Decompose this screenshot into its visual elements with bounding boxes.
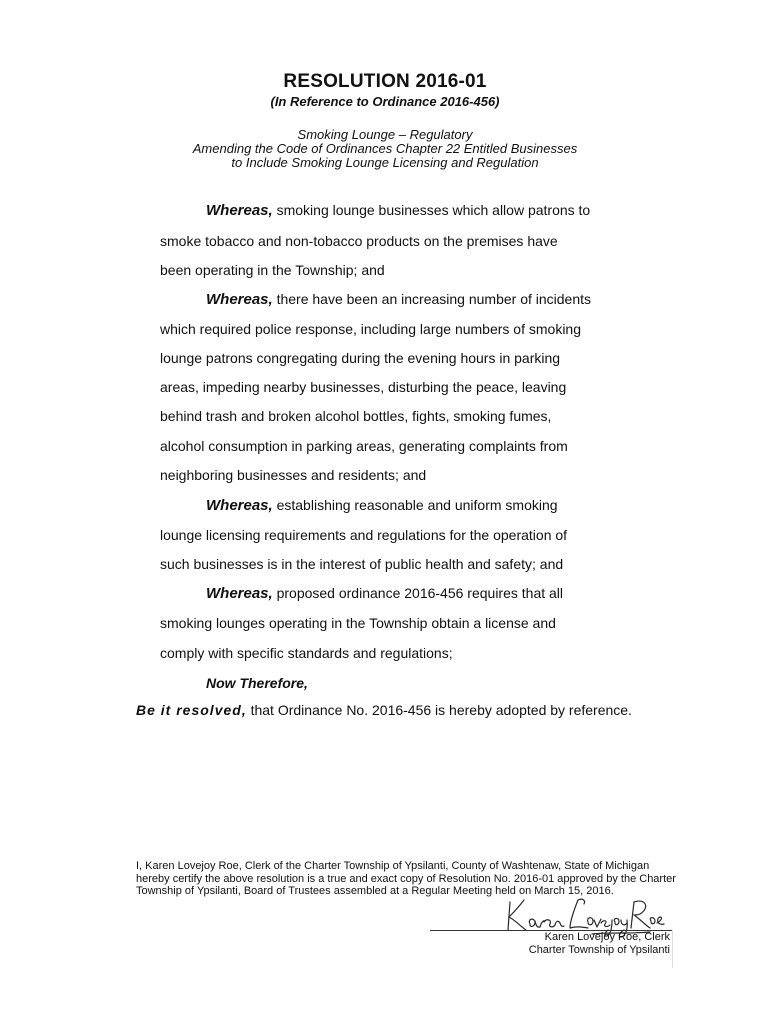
clause-text: smoking lounge businesses which allow patrons to <box>276 202 591 218</box>
clause-line: smoke tobacco and non-tobacco products on the premises have <box>160 233 558 249</box>
clerk-name: Karen Lovejoy Roe, Clerk <box>544 931 670 943</box>
resolved-lead: Be it resolved, <box>136 702 247 718</box>
resolved-text: that Ordinance No. 2016-456 is hereby adopted by reference. <box>250 702 632 718</box>
clause-line: been operating in the Township; and <box>160 262 385 278</box>
clause-line: neighboring businesses and residents; and <box>160 467 427 483</box>
whereas-lead: Whereas, <box>206 497 273 514</box>
whereas-lead: Whereas, <box>206 585 273 602</box>
caption-line: to Include Smoking Lounge Licensing and Regulation <box>231 155 539 170</box>
whereas-lead: Whereas, <box>206 291 273 308</box>
clause-text: establishing reasonable and uniform smoking <box>276 497 558 513</box>
signature-block <box>430 931 670 957</box>
clause-line: lounge licensing requirements and regulations for the operation of <box>160 527 568 543</box>
clause-line: smoking lounges operating in the Township obtain a license and <box>160 615 556 631</box>
clause-line: areas, impeding nearby businesses, disturbing the peace, leaving <box>160 379 567 395</box>
resolution-subtitle: (In Reference to Ordinance 2016-456) <box>270 94 500 109</box>
clause-line: comply with specific standards and regulations; <box>160 645 453 661</box>
clerk-certification: I, Karen Lovejoy Roe, Clerk of the Charter Township of Ypsilanti, County of Washtenaw, State of Michigan hereby certify the above resolution is a true and exact copy of Resolution No. 2016-01 approved by the Charter Township of Ypsilanti, Board of Trustees assembled at a Regular Meeting held on March 15, 2016. <box>136 860 676 897</box>
clause-line: such businesses is in the interest of public health and safety; and <box>160 556 564 572</box>
resolved-paragraph <box>136 703 646 718</box>
caption-line: Amending the Code of Ordinances Chapter 22 Entitled Businesses <box>192 141 578 156</box>
whereas-clause-first-line <box>206 291 591 308</box>
signature-box-edge <box>672 930 673 968</box>
whereas-clause-first-line <box>206 497 558 514</box>
whereas-lead: Whereas, <box>206 202 273 219</box>
clause-line: lounge patrons congregating during the evening hours in parking <box>160 350 561 366</box>
whereas-clause-first-line <box>206 585 563 602</box>
clause-line: behind trash and broken alcohol bottles, fights, smoking fumes, <box>160 408 552 424</box>
clause-line: alcohol consumption in parking areas, generating complaints from <box>160 438 568 454</box>
clause-text: proposed ordinance 2016-456 requires that all <box>276 585 564 601</box>
now-therefore-heading: Now Therefore, <box>206 675 308 691</box>
clerk-organization: Charter Township of Ypsilanti <box>528 944 670 956</box>
caption-line: Smoking Lounge – Regulatory <box>297 127 473 142</box>
resolution-title: RESOLUTION 2016-01 <box>283 71 487 92</box>
clause-line: which required police response, including large numbers of smoking <box>160 321 582 337</box>
whereas-clause-first-line <box>206 202 590 219</box>
clause-text: there have been an increasing number of incidents <box>276 291 592 307</box>
